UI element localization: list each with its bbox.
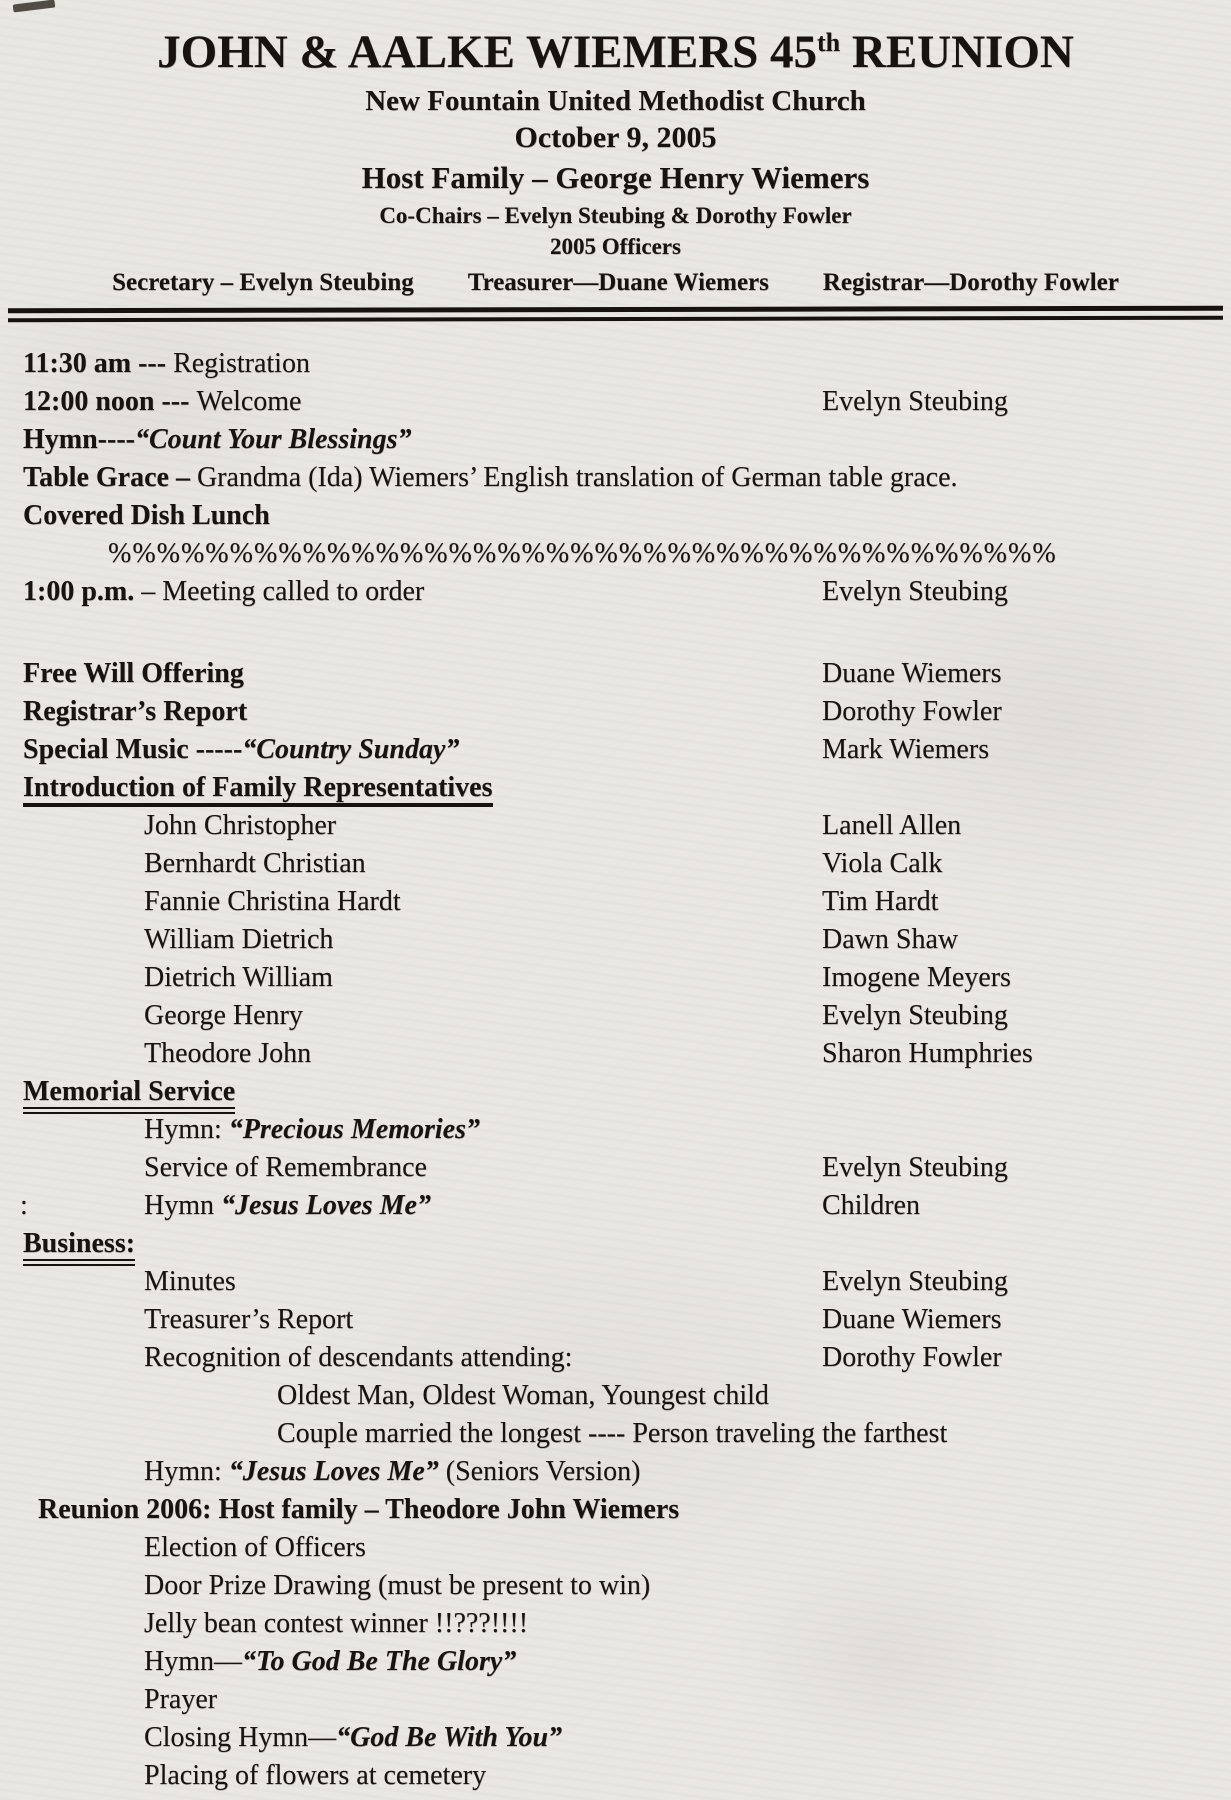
officer-registrar: Registrar—Dorothy Fowler bbox=[822, 269, 1119, 297]
text-segment: “Jesus Loves Me” bbox=[228, 1456, 439, 1488]
program-row bbox=[0, 383, 1231, 421]
program-item-text bbox=[144, 921, 333, 959]
text-segment: Hymn bbox=[144, 1190, 221, 1222]
text-segment: Grandma (Ida) Wiemers’ English translation of German table grace. bbox=[196, 462, 958, 494]
host-family: Host Family – George Henry Wiemers bbox=[361, 160, 870, 196]
program-item-text bbox=[144, 807, 336, 845]
program-row bbox=[0, 1035, 1231, 1073]
program-row bbox=[0, 845, 1231, 883]
program-row bbox=[0, 535, 1231, 573]
program-row bbox=[0, 1225, 1231, 1263]
text-segment: “Precious Memories” bbox=[228, 1114, 480, 1146]
text-segment: Table Grace – bbox=[23, 462, 197, 494]
program-row bbox=[0, 769, 1231, 807]
program-row bbox=[0, 1605, 1231, 1643]
program-item-text bbox=[144, 1035, 311, 1073]
text-segment: Recognition of descendants attending: bbox=[144, 1342, 573, 1374]
program-item-text bbox=[38, 1491, 679, 1529]
text-segment: Registrar’s Report bbox=[23, 696, 248, 728]
program-item-text bbox=[23, 693, 247, 731]
program-row bbox=[0, 1111, 1231, 1149]
program-item-text bbox=[23, 769, 493, 807]
text-segment: “Country Sunday” bbox=[242, 734, 460, 766]
text-segment: Introduction of Family Representatives bbox=[23, 772, 493, 807]
program-item-text bbox=[144, 845, 366, 883]
title-superscript: th bbox=[817, 28, 841, 57]
text-segment: Prayer bbox=[144, 1684, 218, 1716]
program-row bbox=[0, 1529, 1231, 1567]
program-row bbox=[0, 1643, 1231, 1681]
text-segment: Minutes bbox=[144, 1266, 236, 1298]
text-segment: Hymn---- bbox=[23, 424, 135, 456]
text-segment: Reunion 2006: Host family – Theodore John Wiemers bbox=[38, 1494, 680, 1526]
program-row bbox=[0, 1073, 1231, 1111]
text-segment: Free Will Offering bbox=[23, 658, 244, 690]
program-row bbox=[0, 1301, 1231, 1339]
text-segment: Placing of flowers at cemetery bbox=[144, 1760, 487, 1792]
program-item-text bbox=[144, 883, 401, 921]
program-row bbox=[0, 573, 1231, 611]
program-row bbox=[0, 1187, 1231, 1225]
text-segment: Registration bbox=[173, 348, 310, 380]
assignee-name: Imogene Meyers bbox=[822, 962, 1011, 994]
assignee-name: Duane Wiemers bbox=[822, 1304, 1002, 1336]
assignee-name: Duane Wiemers bbox=[822, 658, 1002, 690]
divider-rule bbox=[8, 306, 1223, 323]
text-segment: Business: bbox=[23, 1228, 135, 1266]
program-item-text bbox=[144, 1643, 516, 1681]
program-item-text bbox=[23, 421, 411, 459]
program-item-text bbox=[144, 1605, 528, 1643]
program-item-text bbox=[144, 1187, 431, 1225]
assignee-name: Evelyn Steubing bbox=[822, 1000, 1008, 1032]
program-row bbox=[0, 693, 1231, 731]
event-date: October 9, 2005 bbox=[514, 121, 717, 155]
program-item-text bbox=[144, 1529, 366, 1567]
program-item-text bbox=[144, 997, 303, 1035]
text-segment: Hymn: bbox=[144, 1114, 229, 1146]
assignee-name: Lanell Allen bbox=[822, 810, 962, 842]
text-segment: “Jesus Loves Me” bbox=[221, 1190, 431, 1222]
program-row bbox=[0, 497, 1231, 535]
text-segment: Memorial Service bbox=[23, 1076, 235, 1114]
program-row bbox=[0, 1263, 1231, 1301]
scan-smudge-mark bbox=[13, 0, 56, 13]
program-item-text bbox=[144, 1149, 427, 1187]
text-segment: Oldest Man, Oldest Woman, Youngest child bbox=[277, 1380, 769, 1412]
program-row bbox=[0, 1149, 1231, 1187]
assignee-name: Dorothy Fowler bbox=[822, 696, 1002, 728]
program-row bbox=[0, 883, 1231, 921]
program-item-text bbox=[144, 1719, 562, 1757]
assignee-name: Children bbox=[822, 1190, 920, 1222]
program-row bbox=[0, 1757, 1231, 1795]
program-row bbox=[0, 807, 1231, 845]
program-item-text bbox=[144, 1339, 572, 1377]
program-item-text bbox=[144, 1301, 353, 1339]
title-text: JOHN & AALKE WIEMERS 45 bbox=[157, 26, 817, 78]
program-row bbox=[0, 345, 1231, 383]
text-segment: Theodore John bbox=[144, 1038, 312, 1070]
program-item-text bbox=[23, 497, 270, 535]
program-row bbox=[0, 921, 1231, 959]
text-segment: 12:00 noon --- bbox=[23, 386, 197, 418]
program-item-text bbox=[144, 1111, 480, 1149]
officers-line bbox=[0, 267, 1231, 298]
text-segment: John Christopher bbox=[144, 810, 337, 842]
text-segment: Service of Remembrance bbox=[144, 1152, 427, 1184]
officers-heading: 2005 Officers bbox=[550, 234, 681, 260]
program-row bbox=[0, 1377, 1231, 1415]
program-item-text bbox=[23, 345, 310, 383]
program-row bbox=[0, 1415, 1231, 1453]
text-segment: George Henry bbox=[144, 1000, 303, 1032]
program-item-text bbox=[144, 1681, 217, 1719]
text-segment: – Meeting called to order bbox=[134, 576, 425, 608]
program-item-text bbox=[23, 383, 301, 421]
program-item-text bbox=[23, 655, 244, 693]
program-item-text bbox=[144, 1757, 486, 1795]
program-item-text bbox=[108, 535, 1057, 573]
text-segment: Dietrich William bbox=[144, 962, 333, 994]
program-row bbox=[0, 1719, 1231, 1757]
text-segment: “To God Be The Glory” bbox=[242, 1646, 517, 1678]
text-segment: Jelly bean contest winner !!???!!!! bbox=[144, 1608, 529, 1640]
text-segment: “Count Your Blessings” bbox=[134, 424, 412, 456]
assignee-name: Evelyn Steubing bbox=[822, 386, 1008, 418]
text-segment: Election of Officers bbox=[144, 1532, 366, 1564]
program-item-text bbox=[277, 1415, 947, 1453]
assignee-name: Viola Calk bbox=[822, 848, 943, 880]
program-row bbox=[0, 1567, 1231, 1605]
text-segment: %%%%%%%%%%%%%%%%%%%%%%%%%%%%%%%%%%%%%%% bbox=[108, 538, 1057, 570]
officer-treasurer: Treasurer—Duane Wiemers bbox=[467, 269, 769, 297]
text-segment: William Dietrich bbox=[144, 924, 334, 956]
text-segment: Closing Hymn— bbox=[144, 1722, 337, 1754]
text-segment: Couple married the longest ---- Person traveling the farthest bbox=[277, 1418, 948, 1450]
stray-colon-mark: : bbox=[20, 1190, 28, 1222]
text-segment: Door Prize Drawing (must be present to win) bbox=[144, 1570, 651, 1602]
text-segment: Treasurer’s Report bbox=[144, 1304, 354, 1336]
program-row bbox=[0, 459, 1231, 497]
text-segment: Bernhardt Christian bbox=[144, 848, 366, 880]
program-item-text bbox=[277, 1377, 769, 1415]
program-row bbox=[0, 1491, 1231, 1529]
assignee-name: Evelyn Steubing bbox=[822, 576, 1008, 608]
program-row bbox=[0, 997, 1231, 1035]
text-segment: Covered Dish Lunch bbox=[23, 500, 270, 532]
program-item-text bbox=[23, 1073, 235, 1111]
assignee-name: Dorothy Fowler bbox=[822, 1342, 1002, 1374]
text-segment: (Seniors Version) bbox=[438, 1456, 641, 1488]
text-segment: 11:30 am --- bbox=[23, 348, 174, 380]
text-segment: Fannie Christina Hardt bbox=[144, 886, 401, 918]
program-row bbox=[0, 1339, 1231, 1377]
program-item-text bbox=[144, 1567, 650, 1605]
title-text-end: REUNION bbox=[840, 26, 1074, 78]
program-item-text bbox=[144, 959, 333, 997]
program-item-text bbox=[23, 573, 424, 611]
program-item-text bbox=[23, 731, 459, 769]
assignee-name: Dawn Shaw bbox=[822, 924, 959, 956]
text-segment: Welcome bbox=[196, 386, 302, 418]
church-name: New Fountain United Methodist Church bbox=[365, 84, 866, 117]
program-row bbox=[0, 1681, 1231, 1719]
assignee-name: Evelyn Steubing bbox=[822, 1266, 1008, 1298]
text-segment: Hymn— bbox=[144, 1646, 242, 1678]
program-item-text bbox=[23, 1225, 135, 1263]
assignee-name: Tim Hardt bbox=[822, 886, 939, 918]
program-row bbox=[0, 655, 1231, 693]
text-segment: “God Be With You” bbox=[336, 1722, 563, 1754]
co-chairs: Co-Chairs – Evelyn Steubing & Dorothy Fowler bbox=[379, 202, 852, 228]
text-segment: Special Music ----- bbox=[23, 734, 243, 766]
program-gap bbox=[0, 611, 1231, 655]
document-header bbox=[0, 26, 1231, 298]
text-segment: Hymn: bbox=[144, 1456, 229, 1488]
assignee-name: Mark Wiemers bbox=[822, 734, 990, 766]
text-segment: 1:00 p.m. bbox=[23, 576, 135, 608]
assignee-name: Sharon Humphries bbox=[822, 1038, 1033, 1070]
program-item-text bbox=[23, 459, 958, 497]
program-item-text bbox=[144, 1453, 640, 1491]
program-row bbox=[0, 421, 1231, 459]
program-list bbox=[0, 345, 1231, 1795]
officer-secretary: Secretary – Evelyn Steubing bbox=[112, 269, 414, 297]
program-item-text bbox=[144, 1263, 236, 1301]
program-row bbox=[0, 959, 1231, 997]
page-title bbox=[0, 26, 1231, 79]
assignee-name: Evelyn Steubing bbox=[822, 1152, 1008, 1184]
program-row bbox=[0, 731, 1231, 769]
program-row bbox=[0, 1453, 1231, 1491]
